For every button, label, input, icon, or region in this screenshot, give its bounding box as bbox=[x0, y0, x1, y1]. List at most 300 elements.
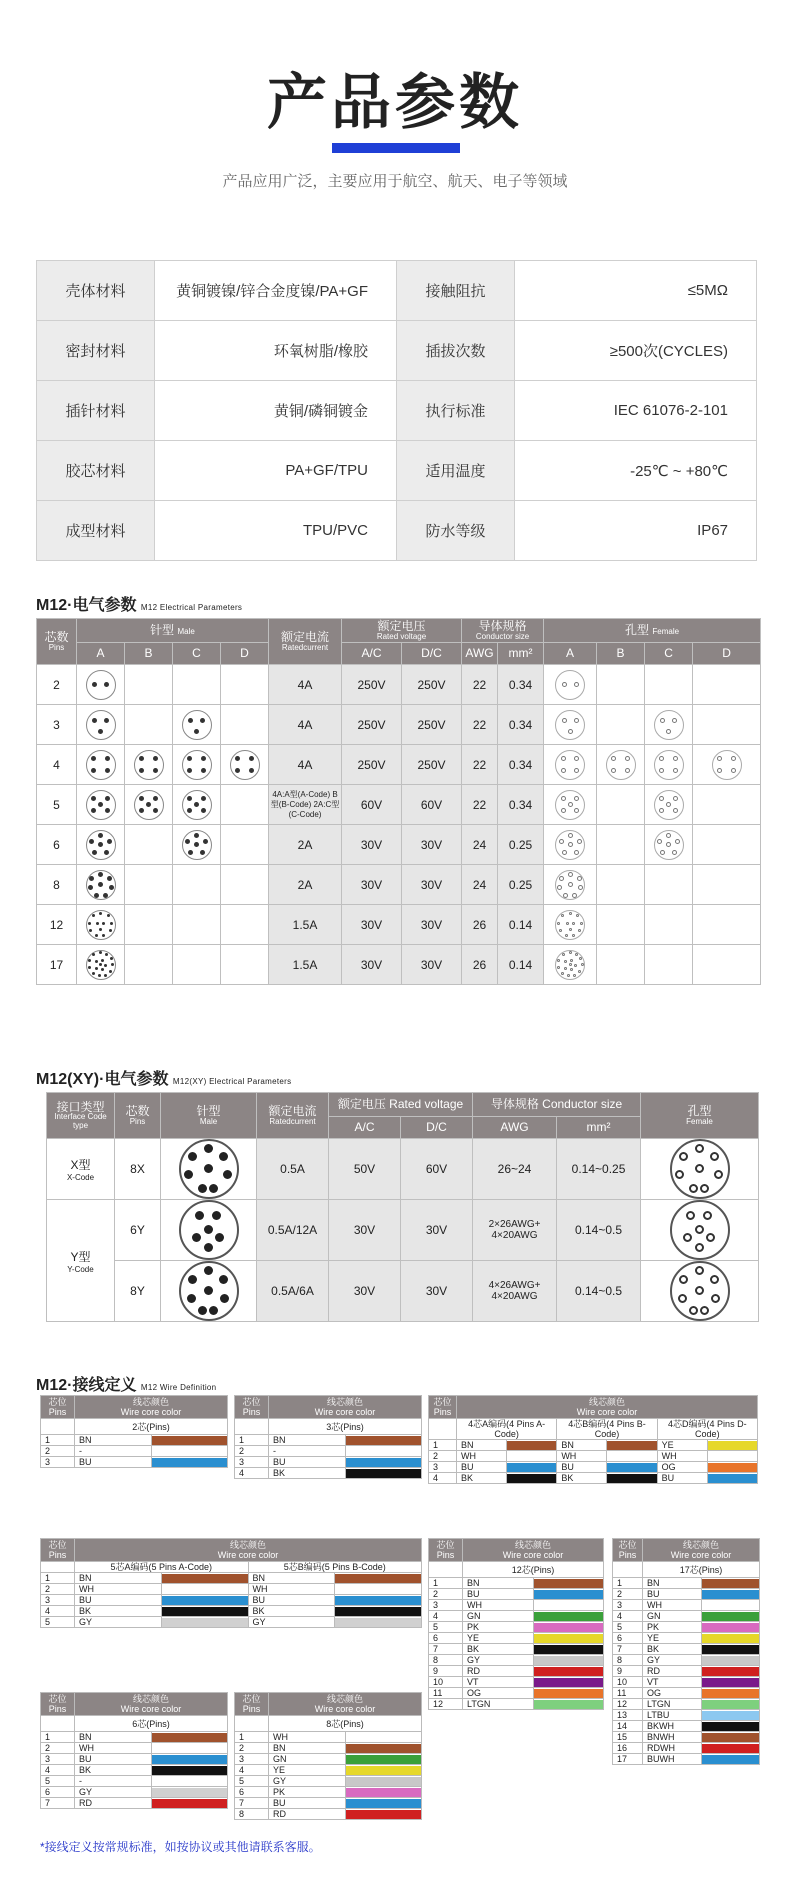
pin-dot bbox=[659, 768, 664, 773]
pin-dot bbox=[574, 850, 579, 855]
pin-dot bbox=[98, 842, 103, 847]
pin-dot bbox=[673, 756, 678, 761]
male-cell bbox=[221, 785, 269, 825]
wire-color-swatch bbox=[335, 1618, 421, 1627]
female-cell bbox=[693, 905, 761, 945]
female-cell bbox=[597, 825, 645, 865]
pin-dot bbox=[695, 1243, 704, 1252]
wire-row: 8 GY bbox=[613, 1655, 760, 1666]
female-cell bbox=[544, 665, 597, 705]
pin-dot bbox=[153, 808, 158, 813]
female-connector-icon bbox=[670, 1139, 730, 1199]
wire-color-swatch bbox=[346, 1810, 422, 1819]
male-cell bbox=[173, 945, 221, 985]
material-value: ≥500次(CYCLES) bbox=[515, 321, 757, 381]
wire-color-swatch bbox=[162, 1596, 248, 1605]
pin-dot bbox=[580, 922, 583, 925]
mm-cell: 0.14~0.5 bbox=[557, 1200, 641, 1261]
material-value: 环氧树脂/橡胶 bbox=[155, 321, 397, 381]
female-cell bbox=[645, 825, 693, 865]
male-cell bbox=[173, 705, 221, 745]
wire-row: 2 WH WH bbox=[41, 1584, 422, 1595]
wire-row: 1 BN bbox=[41, 1435, 228, 1446]
wire-row: 5 GY GY bbox=[41, 1617, 422, 1628]
pin-dot bbox=[104, 850, 109, 855]
wire-row: 9 RD bbox=[429, 1666, 604, 1677]
male-cell bbox=[77, 705, 125, 745]
pin-dot bbox=[96, 922, 99, 925]
female-cell bbox=[693, 825, 761, 865]
pin-dot bbox=[659, 808, 664, 813]
pin-dot bbox=[105, 796, 110, 801]
cur-cell: 0.5A bbox=[257, 1139, 329, 1200]
dc-cell: 30V bbox=[402, 905, 462, 945]
pin-dot bbox=[559, 839, 564, 844]
ac-cell: 30V bbox=[342, 825, 402, 865]
mm-cell: 0.34 bbox=[498, 665, 544, 705]
male-connector-icon bbox=[230, 750, 260, 780]
pin-dot bbox=[105, 756, 110, 761]
male-cell bbox=[77, 785, 125, 825]
pin-dot bbox=[561, 972, 564, 975]
materials-table bbox=[36, 260, 757, 561]
female-connector-icon bbox=[555, 830, 585, 860]
pins-cell: 6 bbox=[37, 825, 77, 865]
wire-row: 3 BU BU OG bbox=[429, 1462, 758, 1473]
pin-dot bbox=[659, 756, 664, 761]
current-cell: 4A:A型(A-Code) B型(B-Code) 2A:C型(C-Code) bbox=[269, 785, 342, 825]
wire-color-swatch bbox=[534, 1601, 604, 1610]
wire-color-swatch bbox=[607, 1463, 656, 1472]
pins-cell: 6Y bbox=[115, 1200, 161, 1261]
pin-dot bbox=[564, 967, 567, 970]
male-cell bbox=[77, 825, 125, 865]
pin-dot bbox=[103, 893, 108, 898]
pin-dot bbox=[579, 957, 582, 960]
awg-cell: 22 bbox=[462, 705, 498, 745]
wire-row: 7 RD bbox=[41, 1798, 228, 1809]
female-cell bbox=[693, 945, 761, 985]
wire-color-swatch bbox=[346, 1458, 422, 1467]
wire-row: 4 BK bbox=[41, 1765, 228, 1776]
m12-row bbox=[37, 825, 761, 865]
pin-dot bbox=[98, 729, 103, 734]
pin-dot bbox=[219, 1152, 228, 1161]
female-cell bbox=[597, 865, 645, 905]
pin-dot bbox=[212, 1211, 221, 1220]
ac-cell: 60V bbox=[342, 785, 402, 825]
dc-cell: 60V bbox=[401, 1139, 473, 1200]
xy-row bbox=[47, 1139, 759, 1200]
pin-dot bbox=[220, 1294, 229, 1303]
wire-row: 13 LTBU bbox=[613, 1710, 760, 1721]
current-cell: 4A bbox=[269, 745, 342, 785]
female-cell bbox=[641, 1261, 759, 1322]
wire-row: 2 WH bbox=[41, 1743, 228, 1754]
pin-dot bbox=[695, 1266, 704, 1275]
female-cell bbox=[641, 1139, 759, 1200]
male-cell bbox=[125, 785, 173, 825]
pin-dot bbox=[110, 922, 113, 925]
wire-color-swatch bbox=[534, 1612, 604, 1621]
wire-row: 2 WH WH WH bbox=[429, 1451, 758, 1462]
wire-row: 10 VT bbox=[613, 1677, 760, 1688]
pins-cell: 4 bbox=[37, 745, 77, 785]
male-connector-icon bbox=[86, 950, 116, 980]
female-cell bbox=[597, 665, 645, 705]
material-value: PA+GF/TPU bbox=[155, 441, 397, 501]
mm-cell: 0.34 bbox=[498, 785, 544, 825]
female-cell bbox=[544, 905, 597, 945]
pin-dot bbox=[188, 1275, 197, 1284]
pin-dot bbox=[574, 796, 579, 801]
female-cell bbox=[544, 945, 597, 985]
page-title: 产品参数 bbox=[267, 69, 523, 136]
mm-cell: 0.25 bbox=[498, 865, 544, 905]
m12-subheader: A bbox=[544, 643, 597, 665]
wire-color-swatch bbox=[152, 1733, 228, 1742]
male-cell bbox=[77, 665, 125, 705]
m12-subheader: D bbox=[221, 643, 269, 665]
male-cell bbox=[125, 945, 173, 985]
pin-dot bbox=[666, 833, 671, 838]
wire-color-swatch bbox=[507, 1452, 556, 1461]
pin-dot bbox=[567, 974, 570, 977]
pins-cell: 8 bbox=[37, 865, 77, 905]
pin-dot bbox=[201, 808, 206, 813]
pin-dot bbox=[107, 839, 112, 844]
pin-dot bbox=[95, 967, 98, 970]
pin-dot bbox=[711, 1294, 720, 1303]
pins-cell: 17 bbox=[37, 945, 77, 985]
pin-dot bbox=[695, 1286, 704, 1295]
wire-row: 6 YE bbox=[429, 1633, 604, 1644]
male-connector-icon bbox=[179, 1200, 239, 1260]
wire-table-t4: 芯位 Pins 线芯颜色 Wire core color 4芯A编码(4 Pins A-Code) 4芯B编码(4 Pins B-Code) 4芯D编码(4 Pins D-Code) 1 BN BN YE 2 WH WH WH 3 BU BU OG 4 BK BK BU bbox=[428, 1395, 758, 1484]
male-connector-icon bbox=[134, 750, 164, 780]
pin-dot bbox=[204, 1144, 213, 1153]
wire-row: 4 YE bbox=[235, 1765, 422, 1776]
wire-row: 1 BN bbox=[429, 1578, 604, 1589]
pin-dot bbox=[689, 1306, 698, 1315]
pin-dot bbox=[99, 912, 102, 915]
pin-dot bbox=[184, 1170, 193, 1179]
wire-row: 8 RD bbox=[235, 1809, 422, 1820]
pin-dot bbox=[666, 802, 671, 807]
wire-section-title: M12·接线定义 M12 Wire Definition bbox=[36, 1377, 217, 1394]
xy-row bbox=[47, 1261, 759, 1322]
m12-row bbox=[37, 905, 761, 945]
wire-color-swatch bbox=[346, 1469, 422, 1478]
pin-dot bbox=[559, 929, 562, 932]
pin-dot bbox=[88, 966, 91, 969]
wire-color-swatch bbox=[346, 1777, 422, 1786]
pin-dot bbox=[249, 768, 254, 773]
pin-dot bbox=[572, 922, 575, 925]
wire-row: 1 BN BN YE bbox=[429, 1440, 758, 1451]
wire-color-swatch bbox=[534, 1579, 604, 1588]
ac-cell: 30V bbox=[342, 865, 402, 905]
wire-color-swatch bbox=[346, 1447, 422, 1456]
pin-dot bbox=[625, 756, 630, 761]
pin-dot bbox=[111, 963, 114, 966]
wire-row: 5 GY bbox=[235, 1776, 422, 1787]
pin-dot bbox=[88, 885, 93, 890]
wire-row: 11 OG bbox=[613, 1688, 760, 1699]
wire-row: 1 BN bbox=[613, 1578, 760, 1589]
wire-table-t17: 芯位 Pins 线芯颜色 Wire core color 17芯(Pins) 1 BN 2 BU 3 WH 4 GN 5 PK 6 YE 7 BK 8 GY 9 RD 10 VT 11 OG 12 LTGN 13 LTBU 14 BKWH 15 BNWH 16 RDWH 17 BUWH bbox=[612, 1538, 760, 1765]
pin-dot bbox=[574, 756, 579, 761]
wire-color-swatch bbox=[534, 1645, 604, 1654]
pin-dot bbox=[187, 808, 192, 813]
m12-subheader: mm² bbox=[498, 643, 544, 665]
pin-dot bbox=[695, 1164, 704, 1173]
pin-dot bbox=[91, 796, 96, 801]
mm-cell: 0.14 bbox=[498, 945, 544, 985]
wire-row: 4 GN bbox=[429, 1611, 604, 1622]
wire-row: 2 BN bbox=[235, 1743, 422, 1754]
male-cell bbox=[77, 905, 125, 945]
m12-subheader: C bbox=[173, 643, 221, 665]
wire-color-swatch bbox=[152, 1766, 228, 1775]
dc-cell: 30V bbox=[401, 1261, 473, 1322]
pin-dot bbox=[574, 682, 579, 687]
pin-dot bbox=[139, 796, 144, 801]
female-connector-icon bbox=[654, 750, 684, 780]
awg-cell: 4×26AWG+ 4×20AWG bbox=[473, 1261, 557, 1322]
m12-subheader: B bbox=[125, 643, 173, 665]
pin-dot bbox=[219, 1275, 228, 1284]
male-connector-icon bbox=[86, 670, 116, 700]
wire-color-swatch bbox=[162, 1607, 248, 1616]
female-connector-icon bbox=[555, 710, 585, 740]
pin-dot bbox=[678, 1294, 687, 1303]
dc-cell: 30V bbox=[402, 825, 462, 865]
wire-table-t6: 芯位 Pins 线芯颜色 Wire core color 6芯(Pins) 1 BN 2 WH 3 BU 4 BK 5 - 6 GY 7 RD bbox=[40, 1692, 228, 1809]
pin-dot bbox=[98, 833, 103, 838]
female-connector-icon bbox=[555, 910, 585, 940]
male-cell bbox=[77, 865, 125, 905]
type-cell: X型 X-Code bbox=[47, 1139, 115, 1200]
pin-dot bbox=[562, 850, 567, 855]
pin-dot bbox=[568, 882, 573, 887]
pin-dot bbox=[611, 756, 616, 761]
wire-row: 3 BU bbox=[41, 1457, 228, 1468]
pin-dot bbox=[92, 850, 97, 855]
wire-row: 9 RD bbox=[613, 1666, 760, 1677]
pin-dot bbox=[666, 842, 671, 847]
female-connector-icon bbox=[654, 790, 684, 820]
wire-row: 2 - bbox=[41, 1446, 228, 1457]
male-cell bbox=[173, 745, 221, 785]
pin-dot bbox=[717, 756, 722, 761]
pin-dot bbox=[194, 729, 199, 734]
wire-row: 7 BK bbox=[613, 1644, 760, 1655]
h-pins: 芯数 Pins bbox=[37, 619, 77, 665]
pin-dot bbox=[575, 953, 578, 956]
pin-dot bbox=[102, 922, 105, 925]
wire-table-t12: 芯位 Pins 线芯颜色 Wire core color 12芯(Pins) 1 BN 2 BU 3 WH 4 GN 5 PK 6 YE 7 BK 8 GY 9 RD 10 VT 11 OG 12 LTGN bbox=[428, 1538, 604, 1710]
pin-dot bbox=[576, 914, 579, 917]
pin-dot bbox=[105, 808, 110, 813]
dc-cell: 250V bbox=[402, 745, 462, 785]
wire-row: 5 PK bbox=[429, 1622, 604, 1633]
wire-row: 5 - bbox=[41, 1776, 228, 1787]
current-cell: 2A bbox=[269, 825, 342, 865]
pin-dot bbox=[201, 756, 206, 761]
wire-row: 6 YE bbox=[613, 1633, 760, 1644]
pins-cell: 12 bbox=[37, 905, 77, 945]
wire-color-swatch bbox=[702, 1656, 760, 1665]
pin-dot bbox=[107, 914, 110, 917]
pin-dot bbox=[570, 968, 573, 971]
pin-dot bbox=[557, 922, 560, 925]
wire-color-swatch bbox=[702, 1634, 760, 1643]
female-cell bbox=[693, 865, 761, 905]
wire-table-t8: 芯位 Pins 线芯颜色 Wire core color 8芯(Pins) 1 WH 2 BN 3 GN 4 YE 5 GY 6 PK 7 BU 8 RD bbox=[234, 1692, 422, 1820]
wire-row: 10 VT bbox=[429, 1677, 604, 1688]
pin-dot bbox=[88, 922, 91, 925]
female-cell bbox=[645, 665, 693, 705]
mm-cell: 0.14 bbox=[498, 905, 544, 945]
female-cell bbox=[645, 945, 693, 985]
dc-cell: 30V bbox=[401, 1200, 473, 1261]
xy-row bbox=[47, 1200, 759, 1261]
wire-color-swatch bbox=[346, 1436, 422, 1445]
male-cell bbox=[173, 785, 221, 825]
current-cell: 4A bbox=[269, 665, 342, 705]
pin-dot bbox=[672, 850, 677, 855]
dc-cell: 250V bbox=[402, 665, 462, 705]
pin-dot bbox=[95, 960, 98, 963]
pins-cell: 2 bbox=[37, 665, 77, 705]
pin-dot bbox=[139, 808, 144, 813]
wire-color-swatch bbox=[152, 1744, 228, 1753]
pin-dot bbox=[95, 934, 98, 937]
pin-dot bbox=[187, 768, 192, 773]
pin-dot bbox=[706, 1233, 715, 1242]
female-cell bbox=[645, 745, 693, 785]
pin-dot bbox=[675, 1170, 684, 1179]
awg-cell: 22 bbox=[462, 785, 498, 825]
pin-dot bbox=[235, 756, 240, 761]
pin-dot bbox=[625, 768, 630, 773]
wire-color-swatch bbox=[346, 1766, 422, 1775]
mm-cell: 0.14~0.5 bbox=[557, 1261, 641, 1322]
pin-dot bbox=[557, 885, 562, 890]
pin-dot bbox=[714, 1170, 723, 1179]
pin-dot bbox=[104, 974, 107, 977]
wire-color-swatch bbox=[507, 1463, 556, 1472]
pin-dot bbox=[731, 756, 736, 761]
pin-dot bbox=[139, 768, 144, 773]
pin-dot bbox=[569, 963, 572, 966]
pin-dot bbox=[731, 768, 736, 773]
female-connector-icon bbox=[670, 1261, 730, 1321]
wire-color-swatch bbox=[335, 1596, 421, 1605]
pin-dot bbox=[194, 842, 199, 847]
male-cell bbox=[161, 1200, 257, 1261]
page-subtitle: 产品应用广泛，主要应用于航空、航天、电子等领域 bbox=[222, 173, 568, 190]
wire-color-swatch bbox=[534, 1590, 604, 1599]
female-connector-icon bbox=[670, 1200, 730, 1260]
wire-row: 1 BN bbox=[41, 1732, 228, 1743]
cur-cell: 0.5A/6A bbox=[257, 1261, 329, 1322]
pin-dot bbox=[98, 802, 103, 807]
awg-cell: 24 bbox=[462, 865, 498, 905]
pin-dot bbox=[107, 876, 112, 881]
pin-dot bbox=[209, 1184, 218, 1193]
female-cell bbox=[544, 865, 597, 905]
female-cell bbox=[693, 785, 761, 825]
female-connector-icon bbox=[712, 750, 742, 780]
pins-cell: 8X bbox=[115, 1139, 161, 1200]
pin-dot bbox=[98, 882, 103, 887]
pin-dot bbox=[104, 718, 109, 723]
material-label: 密封材料 bbox=[37, 321, 155, 381]
wire-color-swatch bbox=[708, 1463, 757, 1472]
awg-cell: 22 bbox=[462, 745, 498, 785]
wire-row: 1 BN bbox=[235, 1435, 422, 1446]
wire-row: 4 BK bbox=[235, 1468, 422, 1479]
material-row bbox=[37, 381, 757, 441]
wire-color-swatch bbox=[346, 1788, 422, 1797]
wire-row: 4 BK BK bbox=[41, 1606, 422, 1617]
wire-color-swatch bbox=[702, 1700, 760, 1709]
dc-cell: 30V bbox=[402, 945, 462, 985]
pin-dot bbox=[91, 808, 96, 813]
pin-dot bbox=[89, 876, 94, 881]
pin-dot bbox=[153, 796, 158, 801]
pin-dot bbox=[204, 1286, 213, 1295]
wire-color-swatch bbox=[346, 1799, 422, 1808]
pin-dot bbox=[92, 953, 95, 956]
pin-dot bbox=[578, 885, 583, 890]
wire-row: 2 - bbox=[235, 1446, 422, 1457]
pin-dot bbox=[559, 876, 564, 881]
material-value: IEC 61076-2-101 bbox=[515, 381, 757, 441]
pin-dot bbox=[570, 959, 573, 962]
female-connector-icon bbox=[555, 870, 585, 900]
pin-dot bbox=[194, 802, 199, 807]
wire-color-swatch bbox=[152, 1447, 228, 1456]
m12-subheader: AWG bbox=[462, 643, 498, 665]
female-cell bbox=[645, 905, 693, 945]
pin-dot bbox=[185, 839, 190, 844]
wire-color-swatch bbox=[702, 1678, 760, 1687]
title-underline bbox=[332, 143, 460, 153]
wire-color-swatch bbox=[607, 1441, 656, 1450]
pin-dot bbox=[109, 885, 114, 890]
male-cell bbox=[221, 865, 269, 905]
material-label: 适用温度 bbox=[397, 441, 515, 501]
current-cell: 1.5A bbox=[269, 905, 342, 945]
pin-dot bbox=[572, 893, 577, 898]
pin-dot bbox=[577, 876, 582, 881]
male-cell bbox=[125, 905, 173, 945]
pin-dot bbox=[98, 974, 101, 977]
wire-color-swatch bbox=[534, 1623, 604, 1632]
material-label: 插针材料 bbox=[37, 381, 155, 441]
pin-dot bbox=[568, 872, 573, 877]
wire-row: 3 WH bbox=[429, 1600, 604, 1611]
male-connector-icon bbox=[182, 830, 212, 860]
male-cell bbox=[221, 945, 269, 985]
pin-dot bbox=[710, 1152, 719, 1161]
m12-row bbox=[37, 705, 761, 745]
pin-dot bbox=[188, 718, 193, 723]
pin-dot bbox=[574, 768, 579, 773]
